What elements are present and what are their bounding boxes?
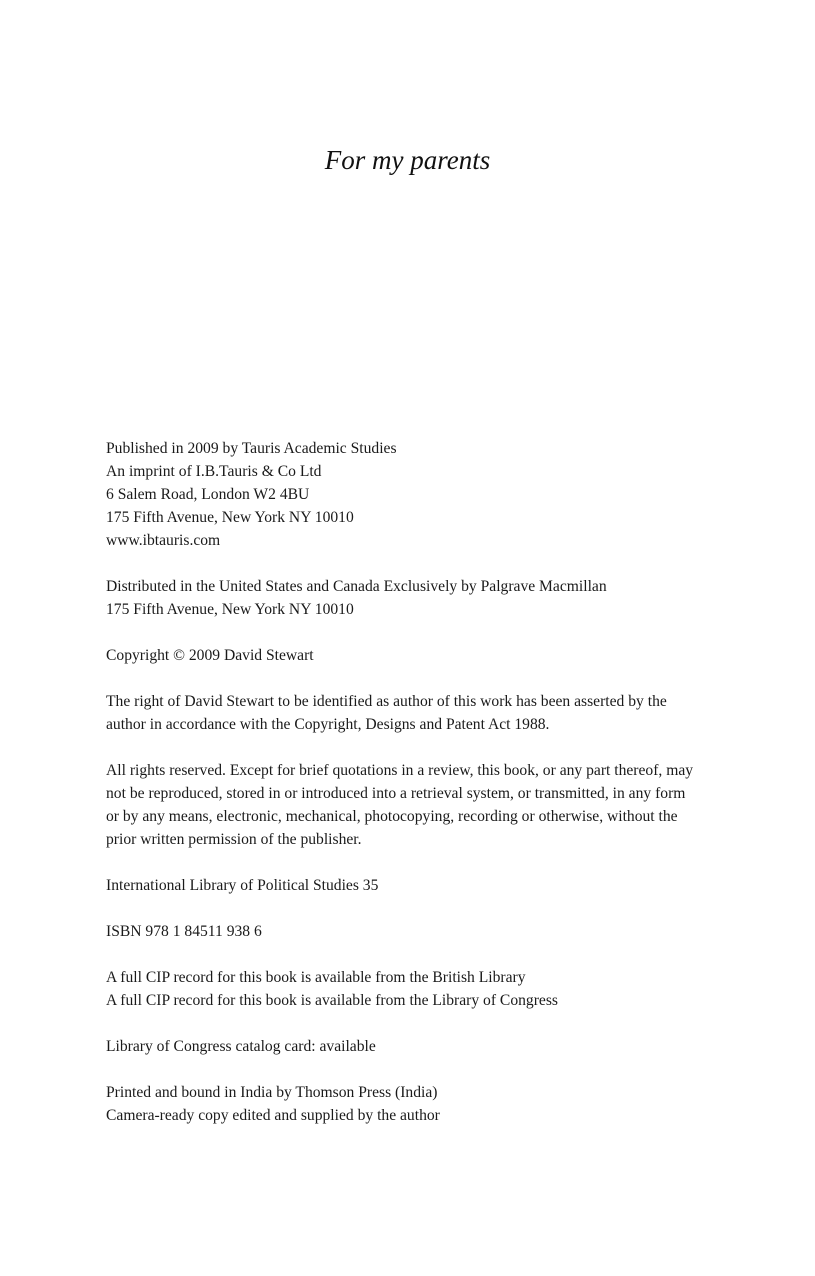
isbn-block bbox=[106, 920, 756, 943]
series-block bbox=[106, 874, 756, 897]
distributor-address: 175 Fifth Avenue, New York NY 10010 bbox=[106, 601, 354, 618]
rights-reserved-line: not be reproduced, stored in or introduced into a retrieval system, or transmitted, in any form bbox=[106, 785, 686, 802]
publisher-line: Published in 2009 by Tauris Academic Studies bbox=[106, 440, 397, 457]
moral-rights-line: The right of David Stewart to be identified as author of this work has been asserted by the bbox=[106, 693, 667, 710]
printer-line: Printed and bound in India by Thomson Press (India) bbox=[106, 1084, 438, 1101]
rights-reserved-block bbox=[106, 759, 756, 851]
imprint-line: An imprint of I.B.Tauris & Co Ltd bbox=[106, 463, 322, 480]
distribution-line: Distributed in the United States and Canada Exclusively by Palgrave Macmillan bbox=[106, 578, 607, 595]
copyright-line: Copyright © 2009 David Stewart bbox=[106, 647, 314, 664]
loc-card-block bbox=[106, 1035, 756, 1058]
cip-british-library: A full CIP record for this book is available from the British Library bbox=[106, 969, 526, 986]
new-york-address: 175 Fifth Avenue, New York NY 10010 bbox=[106, 509, 354, 526]
copyright-block bbox=[106, 644, 756, 667]
imprint-section bbox=[106, 437, 756, 1127]
publisher-block bbox=[106, 437, 756, 552]
dedication: For my parents bbox=[324, 145, 491, 175]
loc-card-line: Library of Congress catalog card: available bbox=[106, 1038, 376, 1055]
cip-library-of-congress: A full CIP record for this book is available from the Library of Congress bbox=[106, 992, 558, 1009]
rights-reserved-line: prior written permission of the publisher. bbox=[106, 831, 362, 848]
camera-ready-line: Camera-ready copy edited and supplied by the author bbox=[106, 1107, 440, 1124]
cip-block bbox=[106, 966, 756, 1012]
rights-reserved-line: or by any means, electronic, mechanical, photocopying, recording or otherwise, without the bbox=[106, 808, 678, 825]
printing-block bbox=[106, 1081, 756, 1127]
distribution-block bbox=[106, 575, 756, 621]
isbn-line: ISBN 978 1 84511 938 6 bbox=[106, 923, 262, 940]
rights-reserved-line: All rights reserved. Except for brief quotations in a review, this book, or any part thereof, may bbox=[106, 762, 694, 779]
moral-rights-block bbox=[106, 690, 756, 736]
moral-rights-line: author in accordance with the Copyright, Designs and Patent Act 1988. bbox=[106, 716, 550, 733]
publisher-website: www.ibtauris.com bbox=[106, 532, 221, 549]
series-line: International Library of Political Studies 35 bbox=[106, 877, 379, 894]
london-address: 6 Salem Road, London W2 4BU bbox=[106, 486, 310, 503]
